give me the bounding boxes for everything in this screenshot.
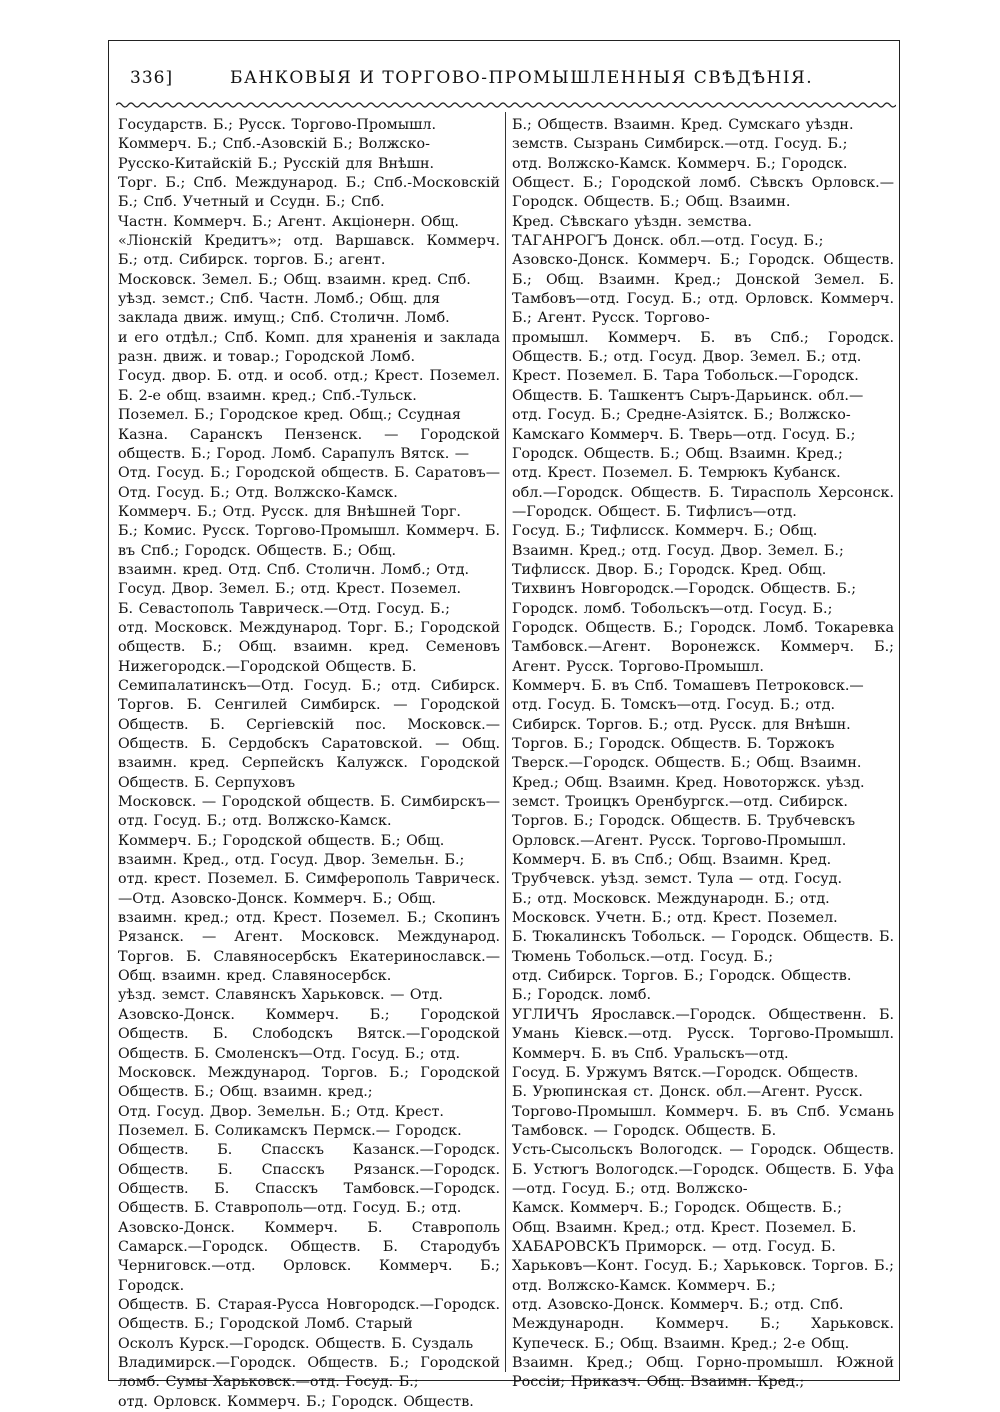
page-header bbox=[118, 68, 888, 94]
page-number: 336] bbox=[130, 68, 174, 88]
right-column bbox=[512, 116, 894, 1393]
top-rule bbox=[108, 40, 900, 41]
wavy-rule bbox=[116, 100, 896, 110]
right-column-text: Б.; Обществ. Взаимн. Кред. Сумскаго уѣздн. земств. Сызрань Симбирск.—отд. Госуд. Б.; отд. Волжско-Камск. Коммерч. Б.; Городск. Общест. Б.; Городской ломб. Сѣвскъ Орловск.—Городск. Обществ. Б.; Общ. Взаимн. Кред. Сѣвскаго уѣздн. земства. ТАГАНРОГЪ Донск. обл.—отд. Госуд. Б.; Азовско-Донск. Коммерч. Б.; Городск. Обществ. Б.; Общ. Взаимн. Кред.; Донской Земел. Б. Тамбовъ—отд. Госуд. Б.; отд. Орловск. Коммерч. Б.; Агент. Русск. Торгово- промышл. Коммерч. Б. въ Спб.; Городск. Обществ. Б.; отд. Госуд. Двор. Земел. Б.; отд. Крест. Поземел. Б. Тара Тобольск.—Городск. Обществ. Б. Ташкентъ Сыръ-Дарьинск. обл.— отд. Госуд. Б.; Средне-Азіятск. Б.; Волжско- Камскаго Коммерч. Б. Тверь—отд. Госуд. Б.; Городск. Обществ. Б.; Общ. Взаимн. Кред.; отд. Крест. Поземел. Б. Темрюкъ Кубанск. обл.—Городск. Обществ. Б. Тирасполь Херсонск.—Городск. Общест. Б. Тифлисъ—отд. Госуд. Б.; Тифлисск. Коммерч. Б.; Общ. Взаимн. Кред.; отд. Госуд. Двор. Земел. Б.; Тифлисск. Двор. Б.; Городск. Кред. Общ. Тихвинъ Новгородск.—Городск. Обществ. Б.; Городск. ломб. Тобольскъ—отд. Госуд. Б.; Городск. Обществ. Б.; Городск. Ломб. Токаревка Тамбовск.—Агент. Воронежск. Коммерч. Б.; Агент. Русск. Торгово-Промышл. Коммерч. Б. въ Спб. Томашевъ Петроковск.— отд. Госуд. Б. Томскъ—отд. Госуд. Б.; отд. Сибирск. Торгов. Б.; отд. Русск. для Внѣшн. Торгов. Б.; Городск. Обществ. Б. Торжокъ Тверск.—Городск. Обществ. Б.; Общ. Взаимн. Кред.; Общ. Взаимн. Кред. Новоторжск. уѣзд. земст. Троицкъ Оренбургск.—отд. Сибирск. Торгов. Б.; Городск. Обществ. Б. Трубчевскъ Орловск.—Агент. Русск. Торгово-Промышл. Коммерч. Б. въ Спб.; Общ. Взаимн. Кред. Трубчевск. уѣзд. земст. Тула — отд. Госуд. Б.; отд. Московск. Международн. Б.; отд. Московск. Учетн. Б.; отд. Крест. Поземел. Б. Тюкалинскъ Тобольск. — Городск. Обществ. Б. Тюмень Тобольск.—отд. Госуд. Б.; отд. Сибирск. Торгов. Б.; Городск. Обществ. Б.; Городск. ломб. УГЛИЧЪ Ярославск.—Городск. Общественн. Б. Умань Кіевск.—отд. Русск. Торгово-Промышл. Коммерч. Б. въ Спб. Уральскъ—отд. Госуд. Б. Уржумъ Вятск.—Городск. Обществ. Б. Урюпинская ст. Донск. обл.—Агент. Русск. Торгово-Промышл. Коммерч. Б. въ Спб. Усмань Тамбовск. — Городск. Обществ. Б. Усть-Сысольскъ Вологодск. — Городск. Обществ. Б. Устюгъ Вологодск.—Городск. Обществ. Б. Уфа—отд. Госуд. Б.; отд. Волжско- Камск. Коммерч. Б.; Городск. Обществ. Б.; Общ. Взаимн. Кред.; отд. Крест. Поземел. Б. ХАБАРОВСКЪ Приморск. — отд. Госуд. Б. Харьковъ—Конт. Госуд. Б.; Харьковск. Торгов. Б.; отд. Волжско-Камск. Коммерч. Б.; отд. Азовско-Донск. Коммерч. Б.; отд. Спб. Международн. Коммерч. Б.; Харьковск. Купеческ. Б.; Общ. Взаимн. Кред.; 2-е Общ. Взаимн. Кред.; Общ. Горно-промышл. Южной Россіи; Приказч. Общ. Взаимн. Кред.; bbox=[512, 117, 894, 1391]
left-column bbox=[118, 116, 500, 1412]
running-head: БАНКОВЫЯ И ТОРГОВО-ПРОМЫШЛЕННЫЯ СВѢДѢНІЯ. bbox=[230, 68, 814, 88]
column-divider bbox=[505, 112, 506, 1372]
left-column-text: Государств. Б.; Русск. Торгово-Промышл. Коммерч. Б.; Спб.-Азовскій Б.; Волжско- Русско-Китайскій Б.; Русскій для Внѣшн. Торг. Б.; Спб. Международ. Б.; Спб.-Московскій Б.; Спб. Учетный и Ссудн. Б.; Спб. Частн. Коммерч. Б.; Агент. Акціонерн. Общ. «Ліонскій Кредитъ»; отд. Варшавск. Коммерч. Б.; отд. Сибирск. торгов. Б.; агент. Московск. Земел. Б.; Общ. взаимн. кред. Спб. уѣзд. земст.; Спб. Частн. Ломб.; Общ. для заклада движ. имущ.; Спб. Столичн. Ломб. и его отдѣл.; Спб. Комп. для храненія и заклада разн. движ. и товар.; Городской Ломб. Госуд. двор. Б. отд. и особ. отд.; Крест. Поземел. Б. 2-е общ. взаимн. кред.; Спб.-Тульск. Поземел. Б.; Городское кред. Общ.; Ссудная Казна. Саранскъ Пензенск. — Городской обществ. Б.; Город. Ломб. Сарапулъ Вятск. — Отд. Госуд. Б.; Городской обществ. Б. Саратовъ—Отд. Госуд. Б.; Отд. Волжско-Камск. Коммерч. Б.; Отд. Русск. для Внѣшней Торг. Б.; Комис. Русск. Торгово-Промышл. Коммерч. Б. въ Спб.; Городск. Обществ. Б.; Общ. взаимн. кред. Отд. Спб. Столичн. Ломб.; Отд. Госуд. Двор. Земел. Б.; отд. Крест. Поземел. Б. Севастополь Таврическ.—Отд. Госуд. Б.; отд. Московск. Международ. Торг. Б.; Городской обществ. Б.; Общ. взаимн. кред. Семеновъ Нижегородск.—Городской Обществ. Б. Семипалатинскъ—Отд. Госуд. Б.; отд. Сибирск. Торгов. Б. Сенгилей Симбирск. — Городской Обществ. Б. Сергіевскій пос. Московск.—Обществ. Б. Сердобскъ Саратовской. — Общ. взаимн. кред. Серпейскъ Калужск. Городской Обществ. Б. Серпуховъ Московск. — Городской обществ. Б. Симбирскъ—отд. Госуд. Б.; отд. Волжско-Камск. Коммерч. Б.; Городской обществ. Б.; Общ. взаимн. Кред., отд. Госуд. Двор. Земельн. Б.; отд. крест. Поземел. Б. Симферополь Таврическ.—Отд. Азовско-Донск. Коммерч. Б.; Общ. взаимн. кред.; отд. Крест. Поземел. Б.; Скопинъ Рязанск. — Агент. Московск. Международ. Торгов. Б. Славяносербскъ Екатеринославск.—Общ. взаимн. кред. Славяносербск. уѣзд. земст. Славянскъ Харьковск. — Отд. Азовско-Донск. Коммерч. Б.; Городской Обществ. Б. Слободскъ Вятск.—Городской Обществ. Б. Смоленскъ—Отд. Госуд. Б.; отд. Московск. Международ. Торгов. Б.; Городской Обществ. Б.; Общ. взаимн. кред.; Отд. Госуд. Двор. Земельн. Б.; Отд. Крест. Поземел. Б. Соликамскъ Пермск.— Городск. Обществ. Б. Спасскъ Казанск.—Городск. Обществ. Б. Спасскъ Рязанск.—Городск. Обществ. Б. Спасскъ Тамбовск.—Городск. Обществ. Б. Ставрополь—отд. Госуд. Б.; отд. Азовско-Донск. Коммерч. Б. Ставрополь Самарск.—Городск. Обществ. Б. Стародубъ Черниговск.—отд. Орловск. Коммерч. Б.; Городск. Обществ. Б. Старая-Русса Новгородск.—Городск. Обществ. Б.; Городской Ломб. Старый Осколъ Курск.—Городск. Обществ. Б. Суздаль Владимирск.—Городск. Обществ. Б.; Городской ломб. Сумы Харьковск.—отд. Госуд. Б.; отд. Орловск. Коммерч. Б.; Городск. Обществ. bbox=[118, 117, 500, 1410]
